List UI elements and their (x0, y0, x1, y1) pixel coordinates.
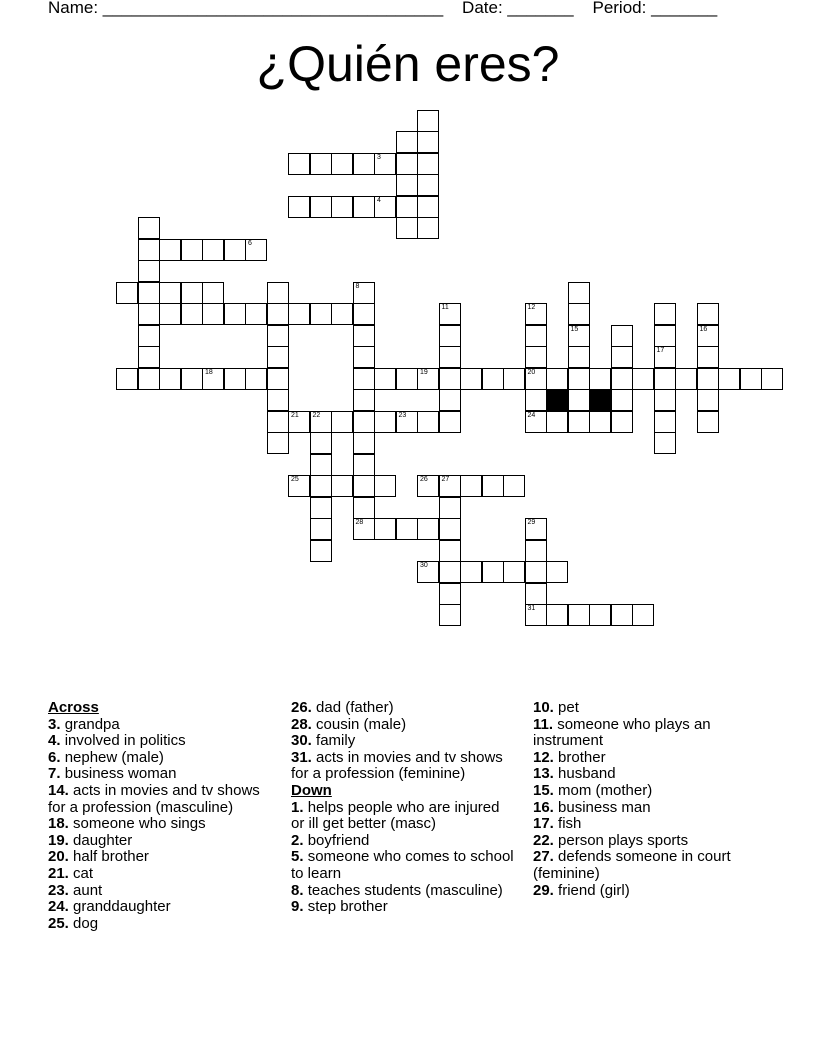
clue-text: cousin (male) (316, 715, 407, 733)
grid-cell[interactable] (439, 303, 461, 325)
clue-number: 5. (291, 848, 304, 866)
clue-number-label: 28 (355, 519, 364, 526)
grid-cell[interactable] (525, 368, 547, 390)
clue-item (48, 783, 273, 816)
grid-cell[interactable] (525, 518, 547, 540)
down-heading: Down (291, 781, 332, 799)
grid-cell[interactable] (159, 239, 181, 261)
grid-cell[interactable] (310, 411, 332, 433)
clue-number-label: 3 (377, 153, 381, 161)
grid-cell[interactable] (159, 303, 181, 325)
grid-cell[interactable] (697, 325, 719, 347)
clue-item (48, 899, 273, 916)
grid-cell[interactable] (374, 153, 396, 175)
clue-text: step brother (307, 898, 388, 916)
grid-cell[interactable] (331, 475, 353, 497)
grid-cell[interactable] (525, 561, 547, 583)
grid-cell[interactable] (202, 282, 224, 304)
clue-item (533, 766, 763, 783)
grid-cell[interactable] (202, 239, 224, 261)
grid-cell[interactable] (525, 540, 547, 562)
clue-number: 22. (533, 831, 554, 849)
clue-item (533, 800, 763, 817)
clue-item (533, 717, 763, 750)
grid-cell[interactable] (331, 153, 353, 175)
grid-cell[interactable] (568, 368, 590, 390)
clue-text: dog (73, 914, 99, 932)
clue-item (48, 733, 273, 750)
grid-cell[interactable] (353, 303, 375, 325)
grid-cell[interactable] (374, 368, 396, 390)
grid-cell[interactable] (417, 411, 439, 433)
clue-number: 18. (48, 815, 69, 833)
grid-cell[interactable] (568, 325, 590, 347)
clue-item (291, 717, 516, 734)
clue-text: mom (mother) (558, 781, 653, 799)
grid-cell[interactable] (439, 325, 461, 347)
clue-item (533, 883, 763, 900)
grid-cell[interactable] (439, 604, 461, 626)
grid-cell[interactable] (632, 368, 654, 390)
grid-cell[interactable] (525, 411, 547, 433)
clue-number-label: 26 (420, 476, 428, 483)
grid-cell[interactable] (740, 368, 762, 390)
grid-cell[interactable] (439, 346, 461, 368)
clue-number: 29. (533, 881, 554, 899)
grid-cell[interactable] (310, 432, 332, 454)
grid-cell[interactable] (525, 604, 547, 626)
grid-cell[interactable] (417, 196, 439, 218)
grid-cell[interactable] (396, 196, 418, 218)
grid-cell[interactable] (718, 368, 740, 390)
grid-cell[interactable] (353, 325, 375, 347)
grid-cell[interactable] (138, 217, 160, 239)
clue-text: someone who sings (73, 815, 206, 833)
clue-text: cat (73, 864, 94, 882)
grid-cell[interactable] (310, 196, 332, 218)
clue-number: 11. (533, 715, 554, 733)
grid-cell[interactable] (460, 368, 482, 390)
grid-cell[interactable] (288, 411, 310, 433)
grid-cell[interactable] (310, 475, 332, 497)
grid-cell[interactable] (138, 368, 160, 390)
grid-cell[interactable] (589, 368, 611, 390)
grid-cell[interactable] (267, 368, 289, 390)
grid-cell[interactable] (138, 282, 160, 304)
clue-number-label: 12 (527, 304, 536, 311)
clue-number: 6. (48, 748, 61, 766)
grid-cell[interactable] (181, 239, 203, 261)
grid-cell[interactable] (224, 303, 246, 325)
clue-number-label: 17 (656, 347, 665, 354)
grid-cell[interactable] (310, 518, 332, 540)
clues-column-3 (533, 700, 763, 899)
grid-cell[interactable] (374, 196, 396, 218)
grid-cell[interactable] (503, 368, 525, 390)
grid-cell[interactable] (697, 303, 719, 325)
grid-cell[interactable] (439, 411, 461, 433)
grid-cell[interactable] (503, 475, 525, 497)
clue-number: 9. (291, 898, 304, 916)
grid-cell[interactable] (697, 389, 719, 411)
grid-cell[interactable] (546, 604, 568, 626)
grid-cell[interactable] (396, 518, 418, 540)
clue-number: 28. (291, 715, 312, 733)
clue-number-label: 23 (398, 411, 407, 419)
grid-cell[interactable] (654, 411, 676, 433)
grid-cell[interactable] (310, 153, 332, 175)
clue-text: acts in movies and tv shows for a profession (masculine) (48, 781, 260, 816)
clue-number: 25. (48, 914, 69, 932)
blocked-cell (546, 389, 568, 411)
grid-cell[interactable] (439, 540, 461, 562)
across-heading: Across (48, 699, 99, 716)
grid-cell[interactable] (460, 561, 482, 583)
grid-cell[interactable] (267, 432, 289, 454)
grid-cell[interactable] (439, 561, 461, 583)
grid-cell[interactable] (525, 389, 547, 411)
clue-number: 1. (291, 798, 304, 816)
clue-text: person plays sports (558, 831, 689, 849)
clue-item (291, 800, 516, 833)
grid-cell[interactable] (568, 389, 590, 411)
clue-item (291, 833, 516, 850)
grid-cell[interactable] (439, 497, 461, 519)
grid-cell[interactable] (396, 368, 418, 390)
clue-number-label: 31 (527, 605, 536, 612)
clue-text: family (316, 732, 356, 750)
grid-cell[interactable] (632, 604, 654, 626)
grid-cell[interactable] (138, 303, 160, 325)
grid-cell[interactable] (654, 368, 676, 390)
clue-text: grandpa (64, 715, 120, 733)
clue-text: nephew (male) (64, 748, 164, 766)
grid-cell[interactable] (353, 432, 375, 454)
grid-cell[interactable] (396, 131, 418, 153)
clue-number-label: 16 (699, 325, 708, 333)
grid-cell[interactable] (589, 604, 611, 626)
grid-cell[interactable] (310, 540, 332, 562)
grid-cell[interactable] (417, 368, 439, 390)
grid-cell[interactable] (353, 411, 375, 433)
grid-cell[interactable] (761, 368, 783, 390)
grid-cell[interactable] (611, 325, 633, 347)
clue-item (48, 866, 273, 883)
clue-number: 13. (533, 765, 554, 783)
grid-cell[interactable] (611, 368, 633, 390)
clue-number-label: 18 (205, 368, 213, 376)
clue-item (291, 899, 516, 916)
grid-cell[interactable] (181, 282, 203, 304)
grid-cell[interactable] (288, 475, 310, 497)
grid-cell[interactable] (353, 518, 375, 540)
grid-cell[interactable] (116, 368, 138, 390)
blocked-cell (589, 389, 611, 411)
grid-cell[interactable] (589, 411, 611, 433)
clue-number-label: 29 (527, 519, 536, 526)
clue-number-label: 19 (420, 368, 428, 376)
clue-text: friend (girl) (558, 881, 630, 899)
grid-cell[interactable] (374, 411, 396, 433)
grid-cell[interactable] (417, 475, 439, 497)
clue-item (533, 816, 763, 833)
grid-cell[interactable] (224, 368, 246, 390)
clue-number: 31. (291, 748, 312, 766)
grid-cell[interactable] (310, 454, 332, 476)
clue-text: someone who comes to school to learn (291, 848, 514, 882)
grid-cell[interactable] (417, 561, 439, 583)
clue-text: boyfriend (307, 831, 370, 849)
grid-cell[interactable] (288, 153, 310, 175)
grid-cell[interactable] (568, 282, 590, 304)
grid-cell[interactable] (267, 389, 289, 411)
clue-text: involved in politics (64, 732, 186, 750)
clue-item (48, 816, 273, 833)
clue-number-label: 25 (291, 476, 299, 483)
grid-cell[interactable] (310, 303, 332, 325)
clue-text: pet (558, 699, 579, 716)
grid-cell[interactable] (654, 432, 676, 454)
clue-item (291, 849, 516, 882)
grid-cell[interactable] (202, 303, 224, 325)
clue-text: business man (558, 798, 651, 816)
grid-cell[interactable] (482, 561, 504, 583)
grid-cell[interactable] (439, 518, 461, 540)
clue-text: someone who plays an instrument (533, 715, 711, 750)
clue-number-label: 30 (420, 562, 428, 569)
clue-number: 10. (533, 699, 554, 716)
grid-cell[interactable] (353, 196, 375, 218)
grid-cell[interactable] (288, 196, 310, 218)
grid-cell[interactable] (460, 475, 482, 497)
clue-item (533, 700, 763, 717)
clue-number-label: 15 (570, 325, 579, 333)
clue-number: 3. (48, 715, 61, 733)
grid-cell[interactable] (181, 303, 203, 325)
grid-cell[interactable] (697, 411, 719, 433)
clue-text: dad (father) (316, 699, 394, 716)
grid-cell[interactable] (138, 325, 160, 347)
grid-cell[interactable] (654, 346, 676, 368)
grid-cell[interactable] (138, 239, 160, 261)
clue-number-label: 27 (441, 476, 450, 483)
grid-cell[interactable] (611, 411, 633, 433)
clue-number: 30. (291, 732, 312, 750)
clue-text: daughter (73, 831, 133, 849)
grid-cell[interactable] (353, 497, 375, 519)
grid-cell[interactable] (353, 346, 375, 368)
clue-number: 26. (291, 699, 312, 716)
grid-cell[interactable] (611, 346, 633, 368)
grid-cell[interactable] (568, 411, 590, 433)
grid-cell[interactable] (353, 389, 375, 411)
clue-number: 17. (533, 815, 554, 833)
clue-number-label: 4 (377, 196, 381, 204)
clue-text: half brother (73, 848, 149, 866)
grid-cell[interactable] (267, 411, 289, 433)
clue-number: 16. (533, 798, 554, 816)
clue-item (48, 849, 273, 866)
grid-cell[interactable] (374, 475, 396, 497)
page-title: ¿Quién eres? (256, 36, 560, 92)
clue-number: 12. (533, 748, 554, 766)
clue-item (48, 833, 273, 850)
clue-item (533, 783, 763, 800)
grid-cell[interactable] (439, 389, 461, 411)
clue-item (48, 717, 273, 734)
grid-cell[interactable] (568, 303, 590, 325)
clue-item (291, 733, 516, 750)
clue-text: fish (558, 815, 582, 833)
grid-cell[interactable] (116, 282, 138, 304)
grid-cell[interactable] (245, 239, 267, 261)
grid-cell[interactable] (417, 217, 439, 239)
clue-item (291, 750, 516, 783)
grid-cell[interactable] (439, 583, 461, 605)
grid-cell[interactable] (697, 346, 719, 368)
clue-item (533, 849, 763, 882)
clue-item (48, 916, 273, 933)
clues-column-1 (48, 700, 273, 932)
clue-item (48, 766, 273, 783)
grid-cell[interactable] (482, 475, 504, 497)
grid-cell[interactable] (525, 303, 547, 325)
grid-cell[interactable] (353, 153, 375, 175)
grid-cell[interactable] (525, 583, 547, 605)
grid-cell[interactable] (245, 303, 267, 325)
clue-text: aunt (73, 881, 103, 899)
clue-item (48, 750, 273, 767)
clue-item (291, 883, 516, 900)
clue-number: 2. (291, 831, 304, 849)
grid-cell[interactable] (245, 368, 267, 390)
clue-number-label: 21 (291, 411, 299, 419)
clue-number-label: 24 (527, 411, 536, 419)
clue-number: 15. (533, 781, 554, 799)
grid-cell[interactable] (159, 368, 181, 390)
grid-cell[interactable] (353, 282, 375, 304)
clue-item (533, 750, 763, 767)
grid-cell[interactable] (181, 368, 203, 390)
clue-number: 19. (48, 831, 69, 849)
grid-cell[interactable] (611, 604, 633, 626)
clue-number: 8. (291, 881, 304, 899)
grid-cell[interactable] (611, 389, 633, 411)
clue-number: 24. (48, 898, 69, 916)
grid-cell[interactable] (331, 196, 353, 218)
grid-cell[interactable] (568, 346, 590, 368)
grid-cell[interactable] (224, 239, 246, 261)
grid-cell[interactable] (267, 346, 289, 368)
clue-number: 21. (48, 864, 69, 882)
grid-cell[interactable] (267, 325, 289, 347)
clue-text: husband (558, 765, 616, 783)
grid-cell[interactable] (697, 368, 719, 390)
clue-text: business woman (64, 765, 177, 783)
grid-cell[interactable] (546, 411, 568, 433)
grid-cell[interactable] (138, 346, 160, 368)
grid-cell[interactable] (439, 475, 461, 497)
grid-cell[interactable] (331, 411, 353, 433)
grid-cell[interactable] (353, 475, 375, 497)
grid-cell[interactable] (288, 303, 310, 325)
clue-number-label: 22 (312, 411, 321, 419)
clue-text: helps people who are injured or ill get better (masc) (291, 798, 500, 833)
grid-cell[interactable] (654, 325, 676, 347)
grid-cell[interactable] (417, 174, 439, 196)
grid-cell[interactable] (202, 368, 224, 390)
grid-cell[interactable] (675, 368, 697, 390)
clue-text: defends someone in court (feminine) (533, 848, 731, 882)
grid-cell[interactable] (546, 368, 568, 390)
grid-cell[interactable] (654, 389, 676, 411)
clue-number-label: 6 (248, 239, 252, 247)
clues-column-2 (291, 700, 516, 916)
student-info-line[interactable]: Name: ____________________________________ Date: _______ Period: _______ (48, 0, 718, 17)
clue-number: 23. (48, 881, 69, 899)
clue-text: teaches students (masculine) (307, 881, 503, 899)
clue-number: 4. (48, 732, 61, 750)
grid-cell[interactable] (568, 604, 590, 626)
clue-text: granddaughter (73, 898, 171, 916)
clue-number: 7. (48, 765, 61, 783)
clue-item (291, 700, 516, 717)
grid-cell[interactable] (353, 454, 375, 476)
grid-cell[interactable] (503, 561, 525, 583)
clue-item (533, 833, 763, 850)
clue-number-label: 8 (355, 282, 360, 290)
grid-cell[interactable] (417, 518, 439, 540)
grid-cell[interactable] (525, 346, 547, 368)
grid-cell[interactable] (159, 282, 181, 304)
clue-number-label: 20 (527, 368, 536, 376)
grid-cell[interactable] (654, 303, 676, 325)
clue-number: 14. (48, 781, 69, 799)
grid-cell[interactable] (417, 131, 439, 153)
grid-cell[interactable] (310, 497, 332, 519)
clue-number: 20. (48, 848, 69, 866)
grid-cell[interactable] (417, 153, 439, 175)
grid-cell[interactable] (374, 518, 396, 540)
clue-number: 27. (533, 848, 554, 866)
grid-cell[interactable] (353, 368, 375, 390)
grid-cell[interactable] (267, 282, 289, 304)
grid-cell[interactable] (546, 561, 568, 583)
grid-cell[interactable] (396, 153, 418, 175)
grid-cell[interactable] (396, 411, 418, 433)
grid-cell[interactable] (439, 368, 461, 390)
grid-cell[interactable] (331, 303, 353, 325)
grid-cell[interactable] (138, 260, 160, 282)
clue-item (48, 883, 273, 900)
grid-cell[interactable] (417, 110, 439, 132)
clue-text: brother (558, 748, 606, 766)
grid-cell[interactable] (482, 368, 504, 390)
grid-cell[interactable] (267, 303, 289, 325)
grid-cell[interactable] (525, 325, 547, 347)
grid-cell[interactable] (396, 217, 418, 239)
clue-number-label: 11 (441, 304, 449, 311)
grid-cell[interactable] (396, 174, 418, 196)
clue-text: acts in movies and tv shows for a profession (feminine) (291, 748, 503, 783)
